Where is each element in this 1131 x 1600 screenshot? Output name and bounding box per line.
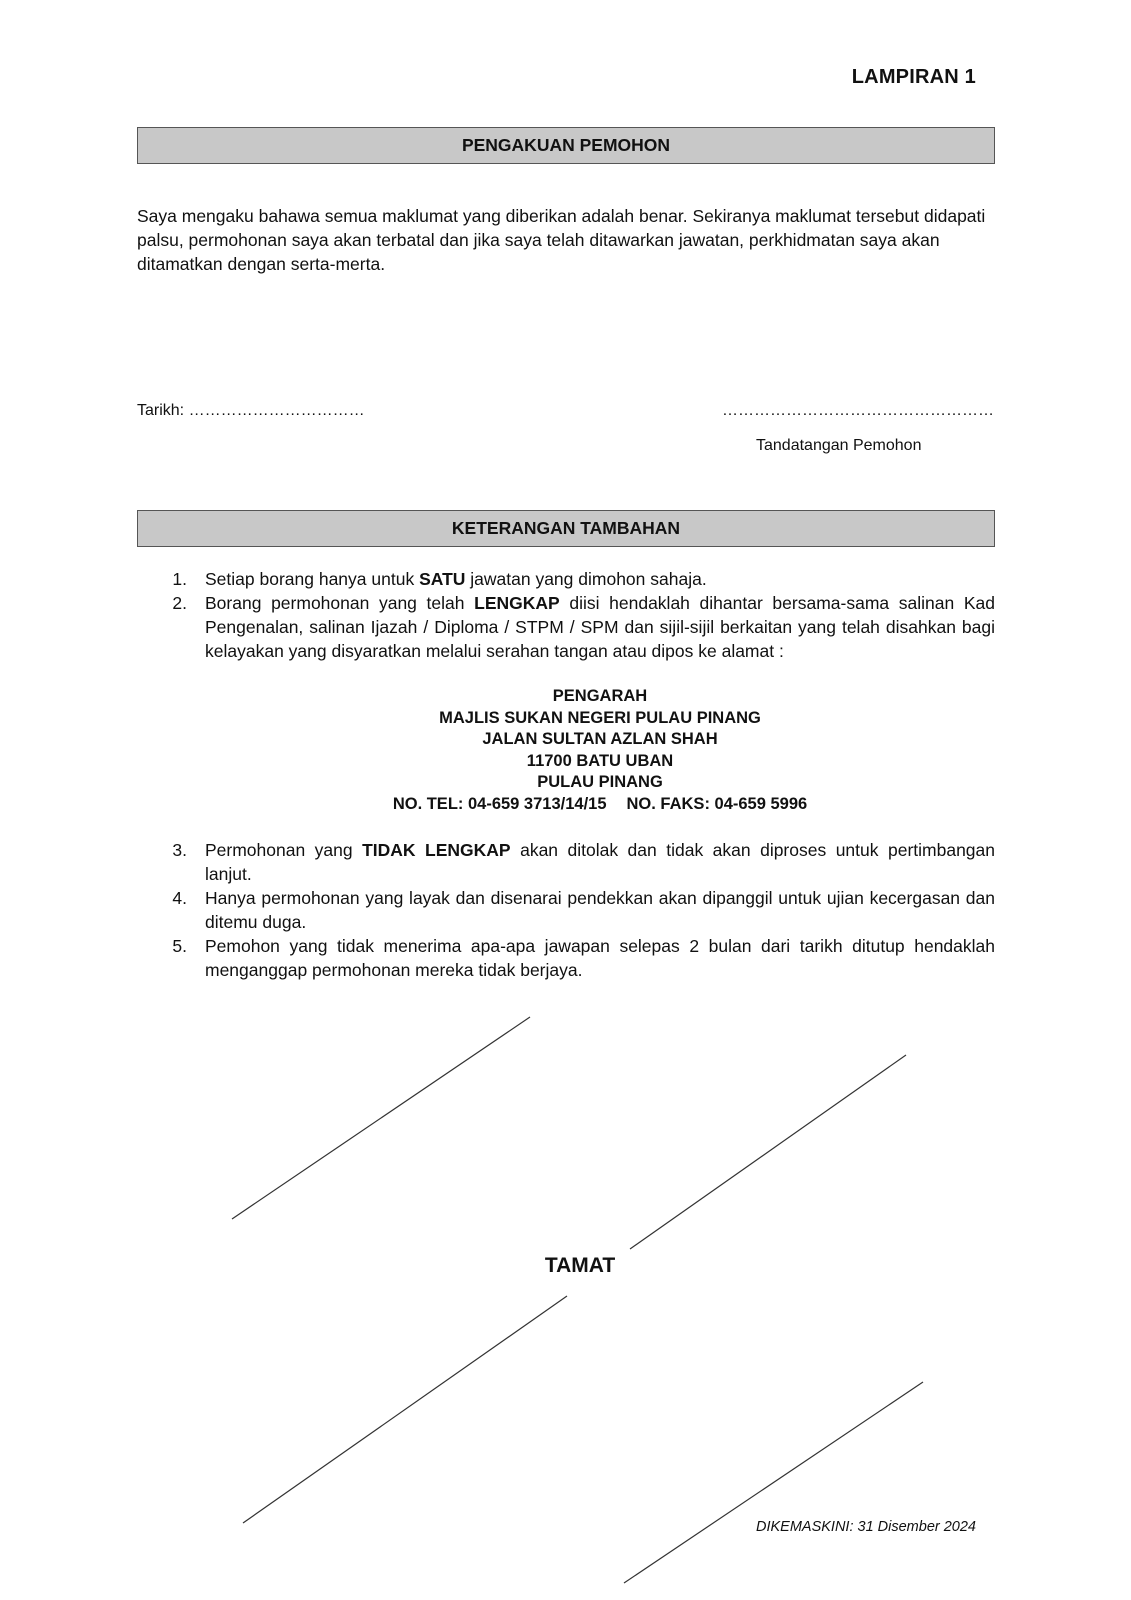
list-number: 1.: [172, 569, 187, 589]
address-line: MAJLIS SUKAN NEGERI PULAU PINANG: [439, 708, 761, 727]
signature-dots: ……………………………………………: [722, 402, 994, 419]
address-line: JALAN SULTAN AZLAN SHAH: [482, 730, 718, 748]
date-dots: ……………………………: [188, 402, 365, 419]
phone-number: NO. TEL: 04-659 3713/14/15: [392, 794, 607, 813]
list-text: Setiap borang hanya untuk SATU jawatan yang dimohon sahaja.: [205, 569, 707, 589]
updated-date: DIKEMASKINI: 31 Disember 2024: [755, 1519, 976, 1535]
list-number: 2.: [172, 593, 187, 613]
list-text: Permohonan yang TIDAK LENGKAP akan ditolak dan tidak akan diproses untuk pertimbangan lanjut.: [205, 840, 995, 884]
list-number: 4.: [172, 888, 187, 908]
declaration-paragraph: Saya mengaku bahawa semua maklumat yang diberikan adalah benar. Sekiranya maklumat tersebut didapati palsu, permohonan saya akan terbatal dan jika saya telah ditawarkan jawatan, perkhidmatan saya akan ditamatkan dengan serta-merta.: [137, 206, 986, 274]
section-title: PENGAKUAN PEMOHON: [461, 135, 671, 155]
strike-line: [232, 1017, 530, 1219]
end-marker: TAMAT: [544, 1254, 616, 1277]
address-line: PENGARAH: [552, 687, 648, 705]
strike-line: [630, 1055, 906, 1249]
list-number: 5.: [172, 936, 187, 956]
section-title: KETERANGAN TAMBAHAN: [451, 518, 681, 538]
attachment-label: LAMPIRAN 1: [851, 66, 976, 88]
signature-label: Tandatangan Pemohon: [756, 437, 922, 454]
address-line: PULAU PINANG: [537, 773, 663, 791]
strike-line: [243, 1296, 567, 1523]
date-label: Tarikh:: [137, 402, 185, 419]
fax-number: NO. FAKS: 04-659 5996: [626, 794, 808, 813]
list-number: 3.: [172, 840, 187, 860]
strike-line: [624, 1382, 923, 1583]
list-text: Pemohon yang tidak menerima apa-apa jawapan selepas 2 bulan dari tarikh ditutup hendaklah menganggap permohonan mereka tidak berjaya.: [205, 936, 995, 980]
address-line: 11700 BATU UBAN: [526, 751, 674, 770]
list-text: Borang permohonan yang telah LENGKAP diisi hendaklah dihantar bersama-sama salinan Kad Pengenalan, salinan Ijazah / Diploma / STPM / SPM dan sijil-sijil berkaitan yang telah disahkan bagi kelayakan yang disyaratkan melalui serahan tangan atau dipos ke alamat :: [205, 593, 995, 661]
list-text: Hanya permohonan yang layak dan disenarai pendekkan akan dipanggil untuk ujian kecergasan dan ditemu duga.: [205, 888, 995, 932]
